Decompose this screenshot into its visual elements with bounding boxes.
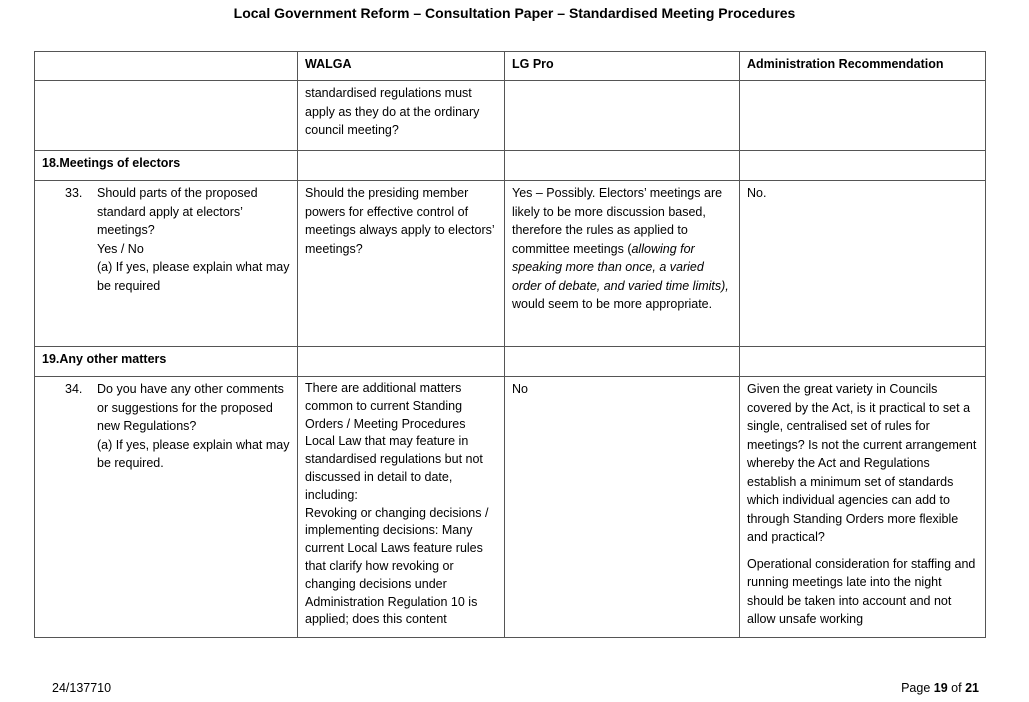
question-text: Do you have any other comments or suggestions for the proposed new Regulations? [97, 382, 284, 433]
table-row [35, 377, 986, 638]
lgpro-cell: Yes – Possibly. Electors’ meetings are likely to be more discussion based, therefore the rules as applied to committee meetings (allowing for speaking more than once, a varied order of debate, and varied time limits), would seem to be more appropriate. [505, 181, 740, 347]
question-text: Should parts of the proposed standard apply at electors’ meetings? [97, 186, 258, 237]
section-heading: 18.Meetings of electors [35, 151, 298, 181]
table-row [35, 81, 986, 151]
admin-paragraph: Given the great variety in Councils covered by the Act, is it practical to set a single, centralised set of rules for meetings? Is not the current arrangement whereby the Act and Regulations establish a minimum set of standards which individual agencies can add to through Standing Orders more flexible and practical? [747, 382, 977, 544]
section-heading: 19.Any other matters [35, 347, 298, 377]
header-cell-lgpro: LG Pro [505, 52, 740, 81]
question-number: 34. [65, 382, 83, 396]
section-row [35, 151, 986, 181]
question-options: Yes / No [97, 241, 144, 256]
lgpro-cell: No [505, 377, 740, 638]
page-title: Local Government Reform – Consultation Paper – Standardised Meeting Procedures [233, 5, 796, 21]
header-cell-walga: WALGA [298, 52, 505, 81]
document-number: 24/137710 [52, 681, 112, 695]
question-cell [35, 377, 298, 638]
question-subpart: (a) If yes, please explain what may be required. [97, 437, 290, 470]
comparison-table [34, 51, 986, 638]
question-subpart: (a) If yes, please explain what may be required [97, 260, 290, 293]
section-row [35, 347, 986, 377]
walga-paragraph: Revoking or changing decisions / implementing decisions: Many current Local Laws feature rules that clarify how revoking or changing decisions under Administration Regulation 10 is applied; does this content [305, 505, 489, 627]
admin-cell [740, 377, 986, 638]
admin-paragraph: Operational consideration for staffing and running meetings late into the night should be taken into account and not allow unsafe working [747, 556, 976, 626]
question-cell [35, 181, 298, 347]
page-number: Page 19 of 21 [901, 681, 979, 695]
walga-cell: standardised regulations must apply as they do at the ordinary council meeting? [298, 81, 505, 151]
table-row [35, 181, 986, 347]
question-number: 33. [65, 186, 83, 200]
admin-cell: No. [740, 181, 986, 347]
walga-paragraph: There are additional matters common to current Standing Orders / Meeting Procedures Local Law that may feature in standardised regulations but not discussed in detail to date, including: [305, 381, 483, 502]
header-cell-question [35, 52, 298, 81]
table-header-row [35, 52, 986, 81]
header-cell-admin: Administration Recommendation [740, 52, 986, 81]
walga-cell: Should the presiding member powers for effective control of meetings always apply to electors’ meetings? [298, 181, 505, 347]
walga-cell [298, 377, 505, 638]
